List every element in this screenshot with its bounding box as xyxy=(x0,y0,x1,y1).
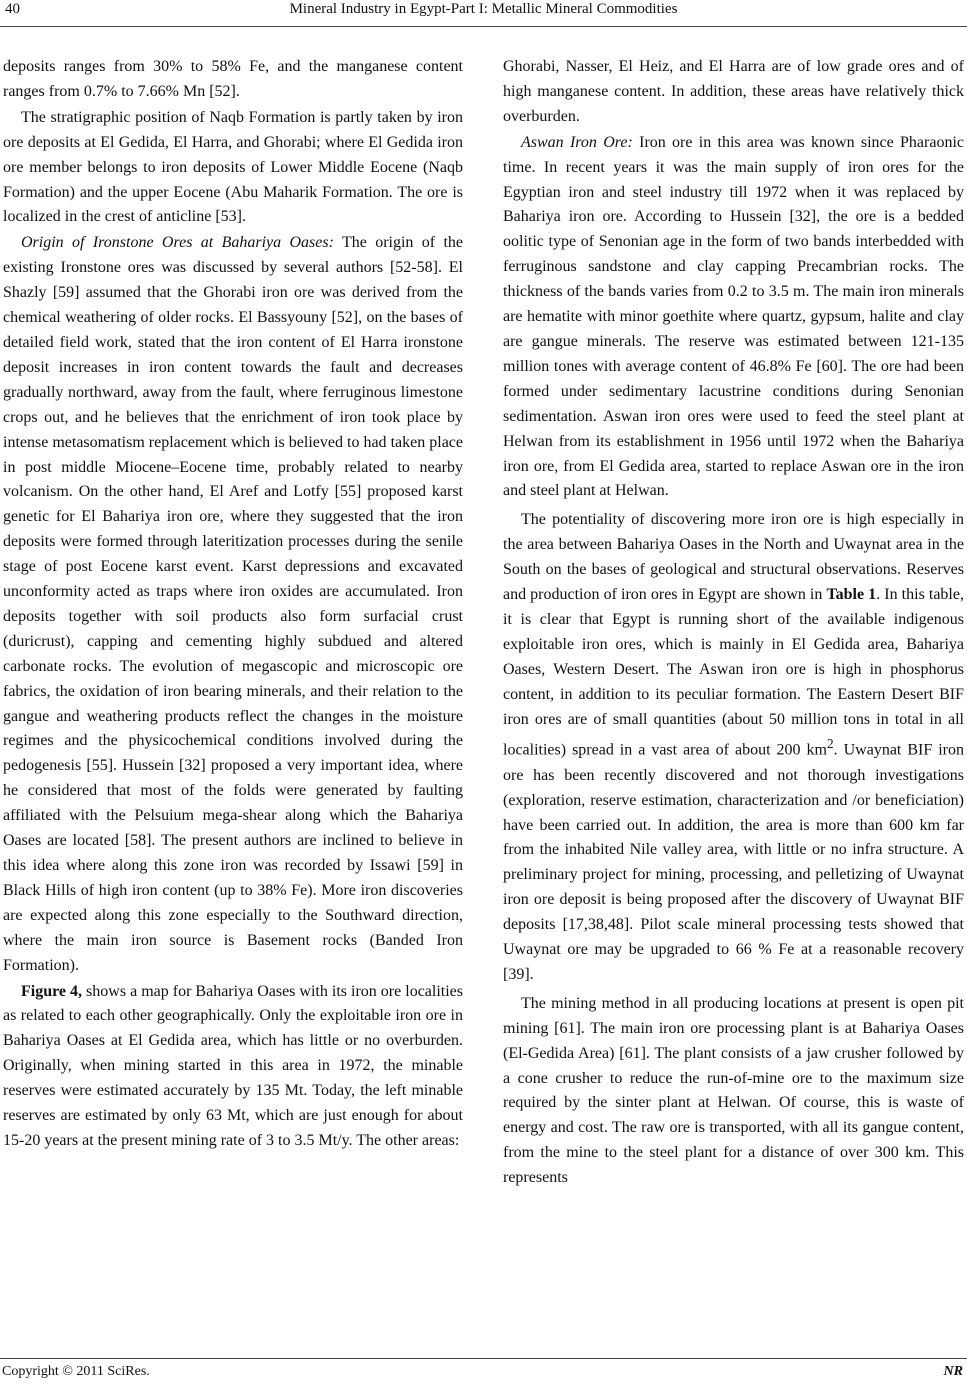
paragraph xyxy=(503,508,964,988)
header-rule xyxy=(0,26,967,27)
paragraph: Ghorabi, Nasser, El Heiz, and El Harra are of low grade ores and of high manganese content. In addition, these areas have relatively thick overburden. xyxy=(503,58,964,125)
copyright-notice: Copyright © 2011 SciRes. xyxy=(2,1364,150,1379)
paragraph-body: . Uwaynat BIF iron ore has been recently discovered and not thorough investigations (exploration, reserve estimation, characterization and /or beneficiation) have been carried out. In addition, the area is more than 600 km far from the inhabited Nile valley area, with little or no infra structure. A preliminary project for mining, processing, and pelletizing of Uwaynat iron ore deposit is being proposed after the discovery of Uwaynat BIF deposits [17,38,48]. Pilot scale mineral processing tests showed that Uwaynat ore may be upgraded to 66 % Fe at a reasonable recovery [39]. xyxy=(503,741,964,983)
footer-rule xyxy=(0,1358,967,1359)
paragraph xyxy=(3,231,463,978)
paragraph: deposits ranges from 30% to 58% Fe, and the manganese content ranges from 0.7% to 7.66% Mn [52]. xyxy=(3,58,463,100)
paragraph xyxy=(503,131,964,505)
table-reference[interactable]: Table 1 xyxy=(826,586,877,604)
paragraph-body: . In this table, it is clear that Egypt is running short of the available indigenous exploitable iron ores, which is mainly in El Gedida area, Bahariya Oases, Western Desert. The Aswan iron ore is high in phosphorus content, in addition to its peculiar formation. The Eastern Desert BIF iron ores are of small quantities (about 50 million tons in total in all localities) spread in a vast area of about 200 km xyxy=(503,586,964,759)
paragraph-body: The origin of the existing Ironstone ores was discussed by several authors [52-58]. El Shazly [59] assumed that the Ghorabi iron ore was derived from the chemical weathering of older rocks. El Bassyouny [52], on the bases of detailed field work, stated that the iron content of El Harra ironstone deposit increases in iron content towards the fault and decreases gradually northward, away from the fault, where ferruginous limestone crops out, and he believes that the enrichment of iron took place by intense metasomatism replacement which is believed to had taken place in post middle Miocene–Eocene time, probably related to nearby volcanism. On the other hand, El Aref and Lotfy [55] proposed karst genetic for El Bahariya iron ore, where they suggested that the iron deposits were formed through lateritization processes during the senile stage of post Eocene karst event. Karst depressions and excavated unconformity acted as traps where iron oxides are accumulated. Iron deposits together with soil products also form surfacial crust (duricrust), capping and cementing highly subdued and altered carbonate rocks. The evolution of megascopic and microscopic ore fabrics, the oxidation of iron bearing minerals, and their relation to the gangue and weathering products reflect the changes in the moisture regimes and the physicochemical conditions involved during the pedogenesis [55]. Hussein [32] proposed a very important idea, where he considered that most of the folds were generated by faulting affiliated with the Pelsuium mega-shear along which the Bahariya Oases are located [58]. The present authors are inclined to believe in this idea where along this zone iron was recorded by Issawi [59] in Black Hills of high iron content (up to 38% Fe). More iron discoveries are expected along this zone especially to the Southward direction, where the main iron source is Basement rocks (Banded Iron Formation). xyxy=(3,234,463,974)
paragraph: The stratigraphic position of Naqb Formation is partly taken by iron ore deposits at El Gedida, El Harra, and Ghorabi; where El Gedida iron ore member belongs to iron deposits of Lower Middle Eocene (Naqb Formation) and the upper Eocene (Abu Maharik Formation. The ore is localized in the crest of anticline [53]. xyxy=(3,108,463,226)
right-column xyxy=(503,55,964,1192)
running-title: Mineral Industry in Egypt-Part I: Metallic Mineral Commodities xyxy=(289,1,678,17)
paragraph xyxy=(3,980,463,1154)
paragraph-body: Iron ore in this area was known since Pharaonic time. In recent years it was the main supply of iron ores for the Egyptian iron and steel industry till 1972 when it was replaced by Bahariya iron ore. According to Hussein [32], the ore is a bedded oolitic type of Senonian age in the form of two bands interbedded with ferruginous sandstone and clay capping Precambrian rocks. The thickness of the bands varies from 0.2 to 3.5 m. The main iron minerals are hematite with minor goethite where quartz, gypsum, halite and clay are gangue minerals. The reserve was estimated between 121-135 million tones with average content of 46.8% Fe [60]. The ore had been formed under sedimentary lacustrine conditions during Senonian sedimentation. Aswan iron ores were used to feed the steel plant at Helwan from its establishment in 1956 until 1972 when the Bahariya iron ore, from El Gedida area, started to replace Aswan ore in the iron and steel plant at Helwan. xyxy=(503,133,964,500)
figure-reference[interactable]: Figure 4, xyxy=(21,982,83,1000)
section-heading: Aswan Iron Ore: xyxy=(521,133,633,151)
section-heading: Origin of Ironstone Ores at Bahariya Oases: xyxy=(21,234,334,252)
superscript: 2 xyxy=(826,736,834,752)
paragraph-body: shows a map for Bahariya Oases with its iron ore localities as related to each other geographically. Only the exploitable iron ore in Bahariya Oases at El Gedida area, which has little or no overburden. Originally, when mining started in this area in 1972, the minable reserves were estimated accurately by 135 Mt. Today, the left minable reserves are estimated by only 63 Mt, which are just enough for about 15-20 years at the present mining rate of 3 to 3.5 Mt/y. The other areas: xyxy=(3,982,464,1149)
page-number: 40 xyxy=(5,1,20,17)
paragraph: The mining method in all producing locations at present is open pit mining [61]. The main iron ore processing plant is at Bahariya Oases (El-Gedida Area) [61]. The plant consists of a jaw crusher followed by a cone crusher to reduce the run-of-mine ore to the maximum size required by the sinter plant at Helwan. Of course, this is waste of energy and cost. The raw ore is transported, with all its gangue content, from the mine to the steel plant for a distance of over 300 km. This represents xyxy=(503,994,964,1187)
left-column xyxy=(3,55,463,1155)
journal-abbreviation: NR xyxy=(943,1364,963,1379)
paragraph-body: The potentiality of discovering more iron ore is high especially in the area between Bahariya Oases in the North and Uwaynat area in the South on the bases of geological and structural observations. Reserves and production of iron ores in Egypt are shown in xyxy=(503,511,964,604)
